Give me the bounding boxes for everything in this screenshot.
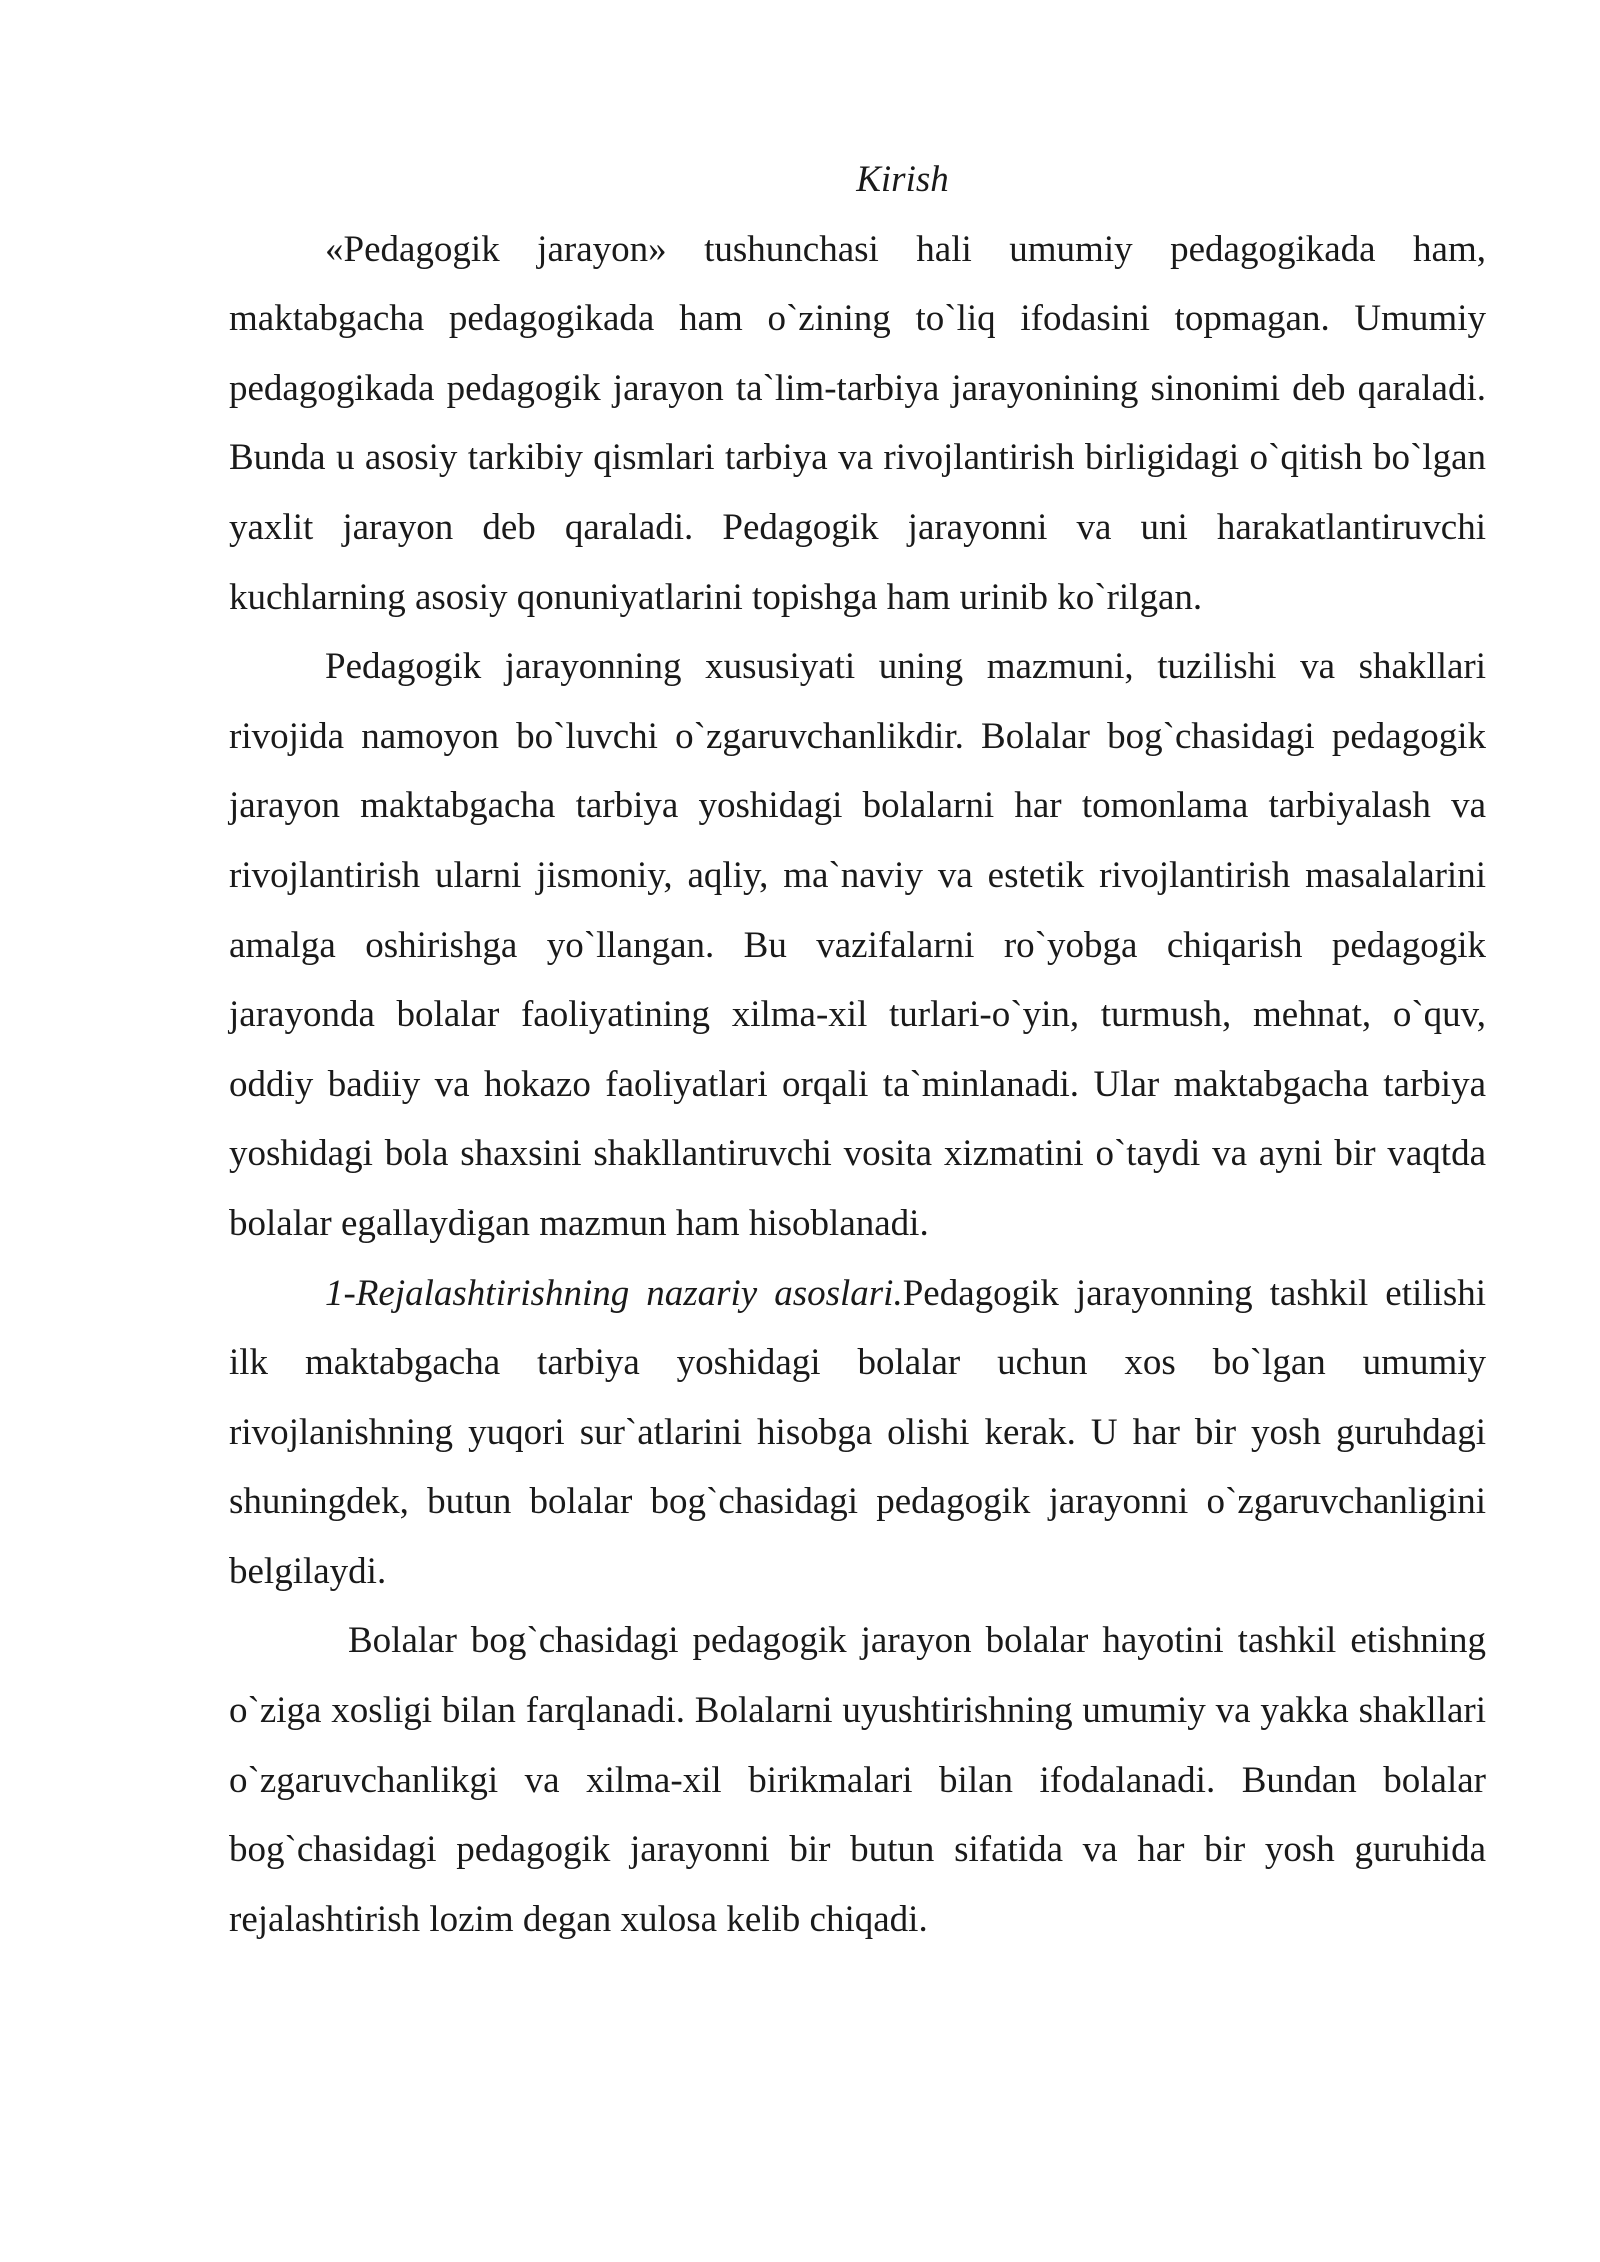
paragraph-3-text: Pedagogik jarayonning tashkil etilishi ilk maktabgacha tarbiya yoshidagi bolalar uchun xos bo`lgan umumiy rivojlanishning yuqori sur`atlarini hisobga olishi kerak. U har bir yosh guruhdagi shuningdek, butun bolalar bog`chasidagi pedagogik jarayonni o`zgaruvchanligini belgilaydi. — [229, 1272, 1486, 1592]
paragraph-1: «Pedagogik jarayon» tushunchasi hali umumiy pedagogikada ham, maktabgacha pedagogikada ham o`zining to`liq ifodasini topmagan. Umumiy pedagogikada pedagogik jarayon ta`lim-tarbiya jarayonining sinonimi deb qaraladi. Bunda u asosiy tarkibiy qismlari tarbiya va rivojlantirish birligidagi o`qitish bo`lgan yaxlit jarayon deb qaraladi. Pedagogik jarayonni va uni harakatlantiruvchi kuchlarning asosiy qonuniyatlarini topishga ham urinib ko`rilgan. — [229, 228, 1486, 618]
subsection-heading: 1-Rejalashtirishning nazariy asoslari. — [325, 1272, 903, 1314]
document-body — [229, 145, 1486, 1954]
paragraph-2: Pedagogik jarayonning xususiyati uning mazmuni, tuzilishi va shakllari rivojida namoyon bo`luvchi o`zgaruvchanlikdir. Bolalar bog`chasidagi pedagogik jarayon maktabgacha tarbiya yoshidagi bolalarni har tomonlama tarbiyalash va rivojlantirish ularni jismoniy, aqliy, ma`naviy va estetik rivojlantirish masalalarini amalga oshirishga yo`llangan. Bu vazifalarni ro`yobga chiqarish pedagogik jarayonda bolalar faoliyatining xilma-xil turlari-o`yin, turmush, mehnat, o`quv, oddiy badiiy va hokazo faoliyatlari orqali ta`minlanadi. Ular maktabgacha tarbiya yoshidagi bola shaxsini shakllantiruvchi vosita xizmatini o`taydi va ayni bir vaqtda bolalar egallaydigan mazmun ham hisoblanadi. — [229, 646, 1486, 1244]
paragraph-3 — [229, 1259, 1486, 1607]
section-title: Kirish — [856, 159, 949, 200]
paragraph-4: Bolalar bog`chasidagi pedagogik jarayon bolalar hayotini tashkil etishning o`ziga xosligi bilan farqlanadi. Bolalarni uyushtirishning umumiy va yakka shakllari o`zgaruvchanlikgi va xilma-xil birikmalari bilan ifodalanadi. Bundan bolalar bog`chasidagi pedagogik jarayonni bir butun sifatida va har bir yosh guruhida rejalashtirish lozim degan xulosa kelib chiqadi. — [229, 1620, 1486, 1940]
